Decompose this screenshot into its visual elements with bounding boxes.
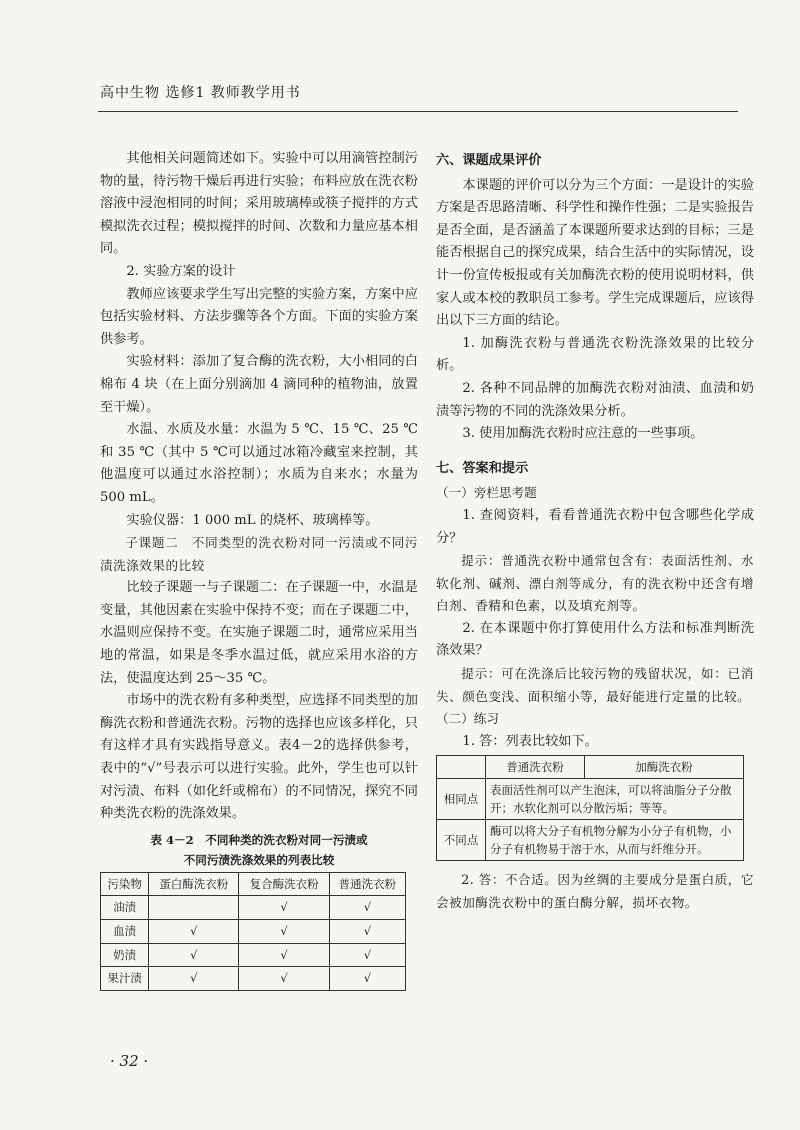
- question: 2. 在本课题中你打算使用什么方法和标准判断洗涤效果？: [436, 620, 754, 659]
- header-rule: [98, 111, 738, 112]
- table-header-cell: 加酶洗衣粉: [585, 756, 744, 779]
- table-row-label: 相同点: [437, 779, 486, 820]
- paragraph: 本课题的评价可以分为三个方面：一是设计的实验方案是否思路清晰、科学性和操作性强；二是实验报告是否全面，是否涵盖了本课题所要求达到的目标；三是能否根据自己的探究成果，结合生活中的实际情况，设计一份宣传板报或有关加酶洗衣粉的使用说明材料，供家人或本校的教职员工参考。学生完成课题后，应该得出以下三方面的结论。: [436, 177, 754, 329]
- table-cell: √: [239, 943, 329, 967]
- paragraph: 实验仪器：1 000 mL 的烧杯、玻璃棒等。: [126, 512, 379, 528]
- table-caption: 表 4－2 不同种类的洗衣粉对同一污渍或 不同污渍洗涤效果的列表比较: [150, 832, 368, 867]
- table-header-cell: 蛋白酶洗衣粉: [149, 872, 239, 896]
- table-header-row: [101, 872, 406, 896]
- table-header-cell: 普通洗衣粉: [486, 756, 585, 779]
- table-header-cell: 污染物: [101, 872, 149, 896]
- table-header-cell: 普通洗衣粉: [329, 872, 405, 896]
- list-item: 1. 加酶洗衣粉与普通洗衣粉洗涤效果的比较分析。: [436, 335, 754, 374]
- running-header: 高中生物 选修1 教师教学用书: [100, 85, 301, 101]
- paragraph: 实验材料：添加了复合酶的洗衣粉，大小相同的白棉布 4 块（在上面分别滴加 4 滴同种的植物油，放置至干燥）。: [100, 354, 418, 415]
- table-cell: √: [239, 967, 329, 991]
- table-cell: √: [329, 896, 405, 920]
- table-row-label: 不同点: [437, 820, 486, 861]
- table-cell: √: [149, 943, 239, 967]
- table-row: [101, 896, 406, 920]
- table-cell: 表面活性剂可以产生泡沫，可以将油脂分子分散开；水软化剂可以分散污垢；等等。: [486, 779, 744, 820]
- table-cell: √: [329, 920, 405, 944]
- table-header-row: [437, 756, 744, 779]
- comparison-table: [100, 872, 406, 991]
- paragraph: 比较子课题一与子课题二：在子课题一中，水温是变量，其他因素在实验中保持不变；而在子课题二中，水温则应保持不变。在实施子课题二时，通常应采用当地的常温，如果是冬季水温过低，就应采用水浴的方法，使温度达到 25～35 ℃。: [100, 580, 418, 686]
- table-row: [437, 820, 744, 861]
- answer: 1. 答：列表比较如下。: [462, 733, 598, 749]
- table-cell: √: [149, 967, 239, 991]
- table-row: [101, 943, 406, 967]
- answer: 2. 答：不合适。因为丝绸的主要成分是蛋白质，它会被加酶洗衣粉中的蛋白酶分解，损坏衣物。: [436, 872, 754, 911]
- hint-text: 提示：可在洗涤后比较污物的残留状况，如：已消失、颜色变浅、面积缩小等，最好能进行定量的比较。: [436, 666, 754, 704]
- left-column: [100, 148, 418, 991]
- table-cell: 奶渍: [101, 943, 149, 967]
- table-cell: √: [329, 967, 405, 991]
- subsection-heading: （二）练习: [436, 711, 499, 727]
- table-cell: 油渍: [101, 896, 149, 920]
- table-cell: 酶可以将大分子有机物分解为小分子有机物，小分子有机物易于溶于水，从而与纤维分开。: [486, 820, 744, 861]
- table-row: [101, 967, 406, 991]
- paragraph: 教师应该要求学生写出完整的实验方案，方案中应包括实验材料、方法步骤等各个方面。下面的实验方案供参考。: [100, 286, 418, 347]
- answer-table: [436, 755, 744, 861]
- section-heading: 七、答案和提示: [436, 460, 529, 476]
- paragraph: 市场中的洗衣粉有多种类型，应选择不同类型的加酶洗衣粉和普通洗衣粉。污物的选择也应该多样化，只有这样才具有实践指导意义。表4－2的选择供参考，表中的“√”号表示可以进行实验。此外，学生也可以针对污渍、布料（如化纤或棉布）的不同情况，探究不同种类洗衣粉的洗涤效果。: [100, 693, 418, 822]
- table-header-cell: [437, 756, 486, 779]
- table-cell: √: [149, 920, 239, 944]
- hint-text: 提示：普通洗衣粉中通常包含有：表面活性剂、水软化剂、碱剂、漂白剂等成分，有的洗衣粉中还含有增白剂、香精和色素，以及填充剂等。: [436, 553, 754, 614]
- list-item: 3. 使用加酶洗衣粉时应注意的一些事项。: [462, 426, 704, 442]
- table-cell: √: [329, 943, 405, 967]
- table-row: [437, 779, 744, 820]
- subtopic-heading: 子课题二 不同类型的洗衣粉对同一污渍或不同污渍洗涤效果的比较: [100, 535, 418, 573]
- page-number: · 32 ·: [110, 1052, 149, 1070]
- section-heading: 六、课题成果评价: [436, 153, 542, 168]
- subsection-heading: （一）旁栏思考题: [436, 485, 537, 501]
- question: 1. 查阅资料，看看普通洗衣粉中包含哪些化学成分？: [436, 507, 754, 546]
- table-header-cell: 复合酶洗衣粉: [239, 872, 329, 896]
- table-cell: √: [239, 896, 329, 920]
- section-heading: 2. 实验方案的设计: [126, 263, 236, 279]
- table-cell: 血渍: [101, 920, 149, 944]
- list-item: 2. 各种不同品牌的加酶洗衣粉对油渍、血渍和奶渍等污物的不同的洗涤效果分析。: [436, 380, 754, 419]
- table-cell: √: [239, 920, 329, 944]
- table-cell: [149, 896, 239, 920]
- paragraph: 水温、水质及水量：水温为 5 ℃、15 ℃、25 ℃和 35 ℃（其中 5 ℃可以通过冰箱冷藏室来控制，其他温度可以通过水浴控制）；水质为自来水；水量为 500 mL。: [100, 422, 418, 505]
- right-column: [436, 148, 754, 915]
- table-row: [101, 920, 406, 944]
- paragraph: 其他相关问题简述如下。实验中可以用滴管控制污物的量，待污物干燥后再进行实验；布料应放在洗衣粉溶液中浸泡相同的时间；采用玻璃棒或筷子搅拌的方式模拟洗衣过程；模拟搅拌的时间、次数和力量应基本相同。: [100, 151, 418, 257]
- table-cell: 果汁渍: [101, 967, 149, 991]
